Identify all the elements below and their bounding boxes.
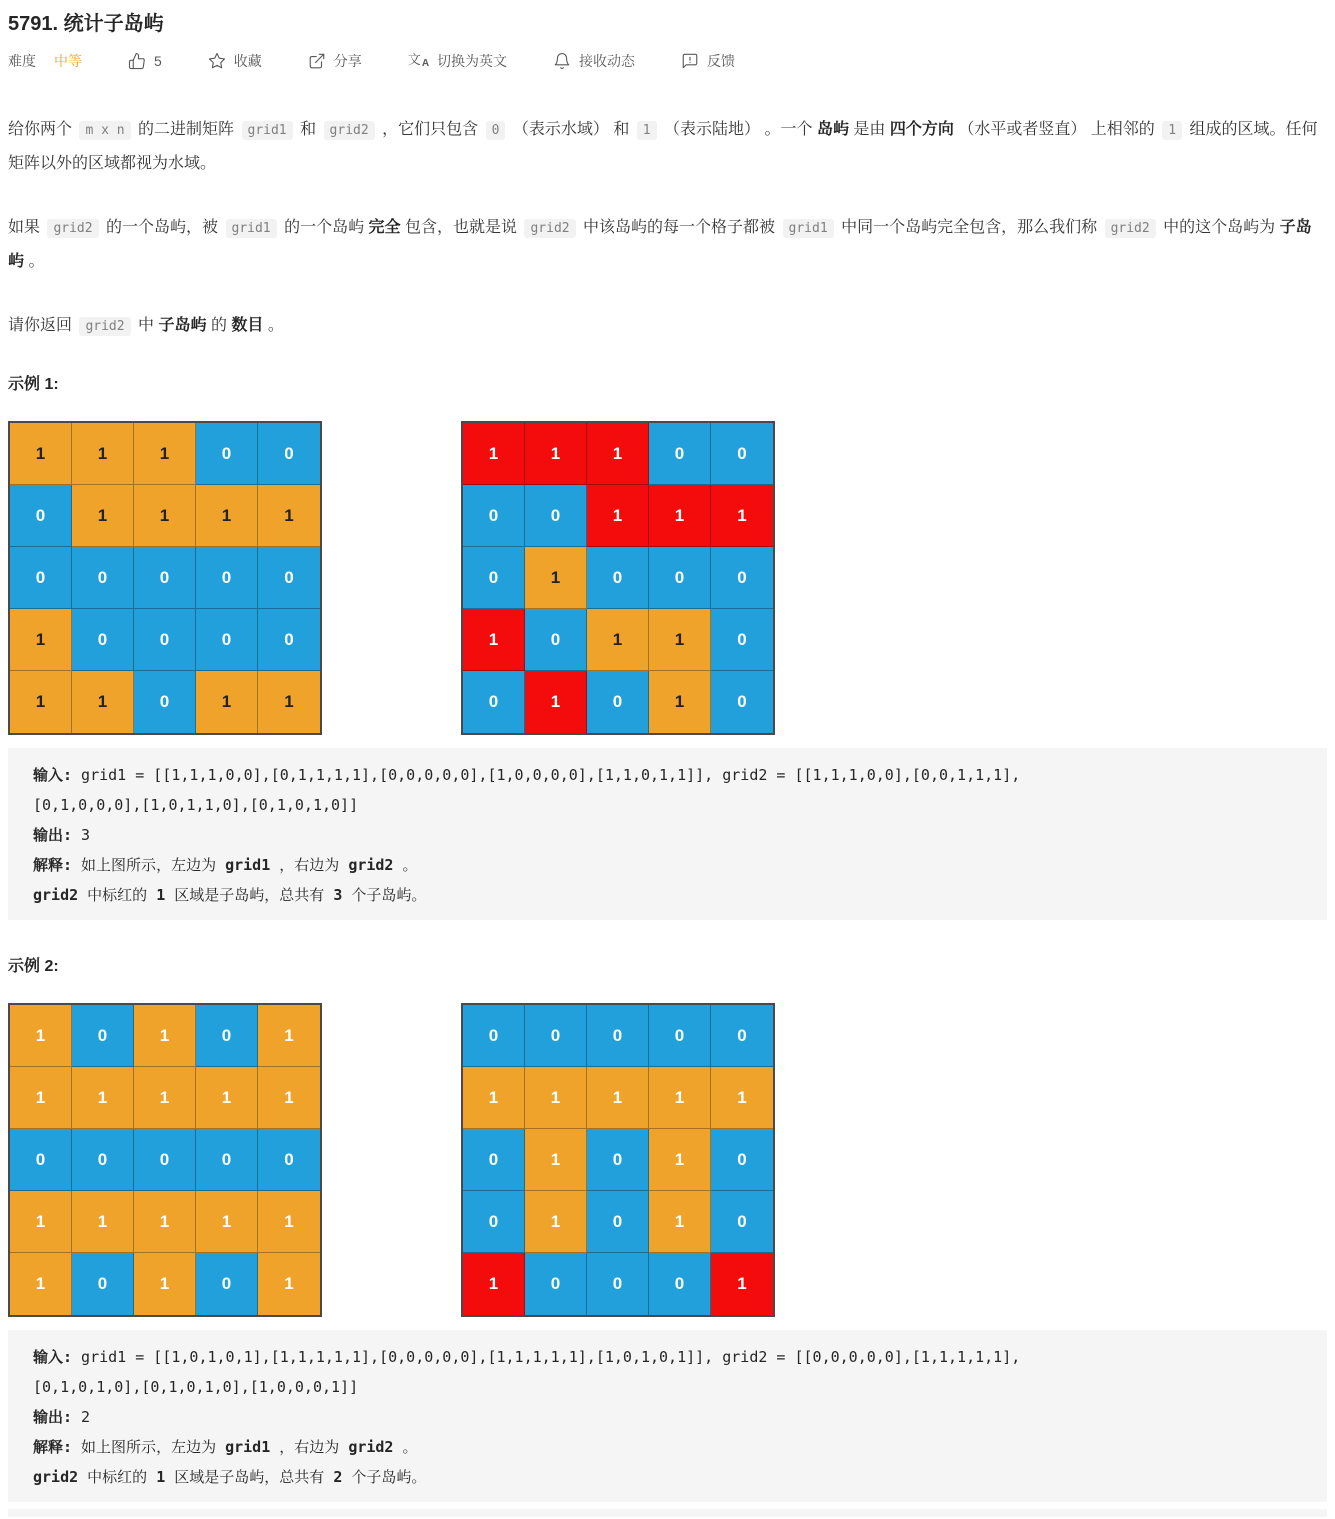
land-cell: 1 (196, 1191, 258, 1253)
land-cell: 1 (72, 671, 134, 733)
water-cell: 0 (258, 609, 320, 671)
difficulty-group (8, 51, 82, 71)
land-cell: 1 (525, 1129, 587, 1191)
land-cell: 1 (649, 1067, 711, 1129)
feedback-button[interactable] (681, 51, 735, 71)
land-cell: 1 (10, 1253, 72, 1315)
pre-line: [0,1,0,1,0],[0,1,0,1,0],[1,0,0,0,1]] (33, 1378, 359, 1396)
bold-text: 四个方向 (889, 121, 954, 138)
water-cell: 0 (525, 485, 587, 547)
water-cell: 0 (72, 1129, 134, 1191)
land-cell: 1 (649, 609, 711, 671)
sub-island-cell: 1 (525, 671, 587, 733)
land-cell: 1 (587, 609, 649, 671)
inline-code: grid2 (1105, 219, 1156, 238)
bold-text: 解释: (33, 1438, 73, 1456)
description-paragraph-2: 如果 grid2 的一个岛屿，被 grid1 的一个岛屿 完全 包含，也就是说 grid2 中该岛屿的每一个格子都被 grid1 中同一个岛屿完全包含，那么我们称 grid2 中的这个岛屿为 子岛屿 。 (8, 219, 1312, 270)
water-cell: 0 (134, 609, 196, 671)
bold-text: grid1 (225, 1438, 271, 1456)
water-cell: 0 (463, 1129, 525, 1191)
toolbar (8, 51, 1327, 71)
sub-island-cell: 1 (463, 609, 525, 671)
water-cell: 0 (463, 485, 525, 547)
water-cell: 0 (711, 1005, 773, 1067)
water-cell: 0 (649, 547, 711, 609)
water-cell: 0 (711, 671, 773, 733)
water-cell: 0 (196, 1129, 258, 1191)
switch-language-label: 切换为英文 (437, 53, 508, 69)
land-cell: 1 (10, 1005, 72, 1067)
bell-icon (553, 52, 571, 70)
translate-icon: 文 A (407, 52, 430, 69)
bold-text: 输入: (33, 1348, 73, 1366)
land-cell: 1 (134, 1191, 196, 1253)
land-cell: 1 (649, 1129, 711, 1191)
bold-text: grid2 (348, 856, 394, 874)
sub-island-cell: 1 (711, 1253, 773, 1315)
star-icon (208, 52, 226, 70)
water-cell: 0 (463, 547, 525, 609)
inline-code: grid1 (783, 219, 834, 238)
bold-text: 输入: (33, 766, 73, 784)
land-cell: 1 (134, 1067, 196, 1129)
land-cell: 1 (10, 671, 72, 733)
difficulty-label: 难度 (8, 53, 36, 69)
land-cell: 1 (587, 1067, 649, 1129)
description-paragraph-3: 请你返回 grid2 中 子岛屿 的 数目 。 (8, 317, 284, 334)
water-cell: 0 (711, 609, 773, 671)
example-1-section (8, 374, 1327, 920)
water-cell: 0 (463, 671, 525, 733)
feedback-label: 反馈 (707, 53, 736, 69)
water-cell: 0 (258, 423, 320, 485)
water-cell: 0 (72, 609, 134, 671)
land-cell: 1 (649, 1191, 711, 1253)
subscribe-button[interactable] (553, 51, 635, 71)
example-1-figures (8, 421, 1327, 735)
next-section-partial (8, 1509, 1327, 1517)
water-cell: 0 (649, 1253, 711, 1315)
bold-text: grid2 (348, 1438, 394, 1456)
water-cell: 0 (525, 609, 587, 671)
water-cell: 0 (258, 1129, 320, 1191)
bold-text: 3 (333, 886, 343, 904)
water-cell: 0 (587, 1253, 649, 1315)
water-cell: 0 (463, 1191, 525, 1253)
land-cell: 1 (10, 1191, 72, 1253)
sub-island-cell: 1 (463, 423, 525, 485)
land-cell: 1 (196, 1067, 258, 1129)
feedback-icon (681, 52, 699, 70)
pre-line: 解释: 如上图所示，左边为 grid1 ，右边为 grid2 。 (33, 1438, 418, 1456)
share-icon (308, 52, 326, 70)
water-cell: 0 (72, 1005, 134, 1067)
land-cell: 1 (463, 1067, 525, 1129)
like-count: 5 (154, 53, 162, 69)
water-cell: 0 (649, 423, 711, 485)
water-cell: 0 (258, 547, 320, 609)
bold-text: 输出: (33, 1408, 73, 1426)
pre-line: 输入: grid1 = [[1,0,1,0,1],[1,1,1,1,1],[0,0,0,0,0],[1,1,1,1,1],[1,0,1,0,1]], grid2 = [[0,0,0,0,0],[1,1,1,1,1], (33, 1348, 1021, 1366)
land-cell: 1 (72, 1067, 134, 1129)
water-cell: 0 (196, 1005, 258, 1067)
water-cell: 0 (711, 547, 773, 609)
sub-island-cell: 1 (463, 1253, 525, 1315)
inline-code: grid2 (47, 219, 98, 238)
bold-text: 解释: (33, 856, 73, 874)
subscribe-label: 接收动态 (579, 53, 636, 69)
example-2-heading: 示例 2: (8, 958, 59, 975)
land-cell: 1 (258, 671, 320, 733)
favorite-button[interactable] (208, 51, 262, 71)
land-cell: 1 (10, 1067, 72, 1129)
water-cell: 0 (196, 609, 258, 671)
water-cell: 0 (196, 547, 258, 609)
water-cell: 0 (711, 1191, 773, 1253)
bold-text: grid1 (225, 856, 271, 874)
land-cell: 1 (72, 423, 134, 485)
water-cell: 0 (711, 1129, 773, 1191)
water-cell: 0 (10, 1129, 72, 1191)
example-1-grid1-figure (8, 421, 322, 735)
water-cell: 0 (134, 547, 196, 609)
favorite-label: 收藏 (233, 53, 262, 69)
water-cell: 0 (196, 1253, 258, 1315)
pre-line: 输出: 2 (33, 1408, 91, 1426)
sub-island-cell: 1 (587, 485, 649, 547)
inline-code: grid2 (524, 219, 575, 238)
water-cell: 0 (711, 423, 773, 485)
example-1-grid2-figure (461, 421, 775, 735)
land-cell: 1 (72, 1191, 134, 1253)
bold-text: grid2 (33, 886, 79, 904)
inline-code: grid2 (79, 317, 130, 336)
description-paragraph-1: 给你两个 m x n 的二进制矩阵 grid1 和 grid2 ，它们只包含 0 （表示水域） 和 1 （表示陆地） 。一个 岛屿 是由 四个方向 （水平或者竖直） 上相邻的 1 组成的区域。任何矩阵以外的区域都视为水域。 (8, 121, 1318, 172)
land-cell: 1 (258, 1005, 320, 1067)
bold-text: 数目 (231, 317, 264, 334)
land-cell: 1 (711, 1067, 773, 1129)
land-cell: 1 (258, 1067, 320, 1129)
problem-description (8, 113, 1327, 343)
inline-code: 1 (637, 121, 657, 140)
water-cell: 0 (134, 1129, 196, 1191)
like-button[interactable] (128, 52, 162, 70)
water-cell: 0 (463, 1005, 525, 1067)
inline-code: m x n (79, 121, 130, 140)
inline-code: grid1 (242, 121, 293, 140)
page-title: 5791. 统计子岛屿 (8, 13, 164, 35)
bold-text: 输出: (33, 826, 73, 844)
pre-line: 输出: 3 (33, 826, 91, 844)
water-cell: 0 (196, 423, 258, 485)
land-cell: 1 (196, 671, 258, 733)
land-cell: 1 (525, 547, 587, 609)
water-cell: 0 (72, 547, 134, 609)
land-cell: 1 (649, 671, 711, 733)
water-cell: 0 (587, 1005, 649, 1067)
bold-text: 子岛屿 (8, 219, 1312, 270)
land-cell: 1 (134, 485, 196, 547)
inline-code: grid2 (324, 121, 375, 140)
water-cell: 0 (525, 1253, 587, 1315)
inline-code: 0 (486, 121, 506, 140)
share-label: 分享 (333, 53, 362, 69)
switch-language-button[interactable] (408, 51, 507, 71)
bold-text: 子岛屿 (158, 317, 207, 334)
example-2-grid1-figure (8, 1003, 322, 1317)
land-cell: 1 (196, 485, 258, 547)
inline-code: grid1 (226, 219, 277, 238)
difficulty-badge: 中等 (54, 53, 82, 69)
sub-island-cell: 1 (525, 423, 587, 485)
example-2-section (8, 956, 1327, 1502)
inline-code: 1 (1162, 121, 1182, 140)
water-cell: 0 (72, 1253, 134, 1315)
land-cell: 1 (258, 485, 320, 547)
bold-text: 完全 (368, 219, 401, 236)
example-2-io-block (8, 1330, 1327, 1502)
sub-island-cell: 1 (711, 485, 773, 547)
land-cell: 1 (10, 423, 72, 485)
land-cell: 1 (134, 423, 196, 485)
water-cell: 0 (525, 1005, 587, 1067)
land-cell: 1 (134, 1005, 196, 1067)
water-cell: 0 (587, 547, 649, 609)
sub-island-cell: 1 (587, 423, 649, 485)
pre-line: grid2 中标红的 1 区域是子岛屿，总共有 3 个子岛屿。 (33, 886, 427, 904)
example-2-figures (8, 1003, 1327, 1317)
bold-text: 1 (156, 1468, 166, 1486)
pre-line: 输入: grid1 = [[1,1,1,0,0],[0,1,1,1,1],[0,0,0,0,0],[1,0,0,0,0],[1,1,0,1,1]], grid2 = [[1,1,1,0,0],[0,0,1,1,1], (33, 766, 1021, 784)
sub-island-cell: 1 (649, 485, 711, 547)
share-button[interactable] (308, 51, 362, 71)
bold-text: 1 (156, 886, 166, 904)
thumbs-up-icon (128, 52, 146, 70)
land-cell: 1 (72, 485, 134, 547)
land-cell: 1 (258, 1253, 320, 1315)
land-cell: 1 (258, 1191, 320, 1253)
water-cell: 0 (134, 671, 196, 733)
water-cell: 0 (587, 1129, 649, 1191)
example-1-heading: 示例 1: (8, 376, 59, 393)
bold-text: grid2 (33, 1468, 79, 1486)
pre-line: grid2 中标红的 1 区域是子岛屿，总共有 2 个子岛屿。 (33, 1468, 427, 1486)
example-1-io-block (8, 748, 1327, 920)
pre-line: 解释: 如上图所示，左边为 grid1 ，右边为 grid2 。 (33, 856, 418, 874)
bold-text: 岛屿 (816, 121, 849, 138)
water-cell: 0 (649, 1005, 711, 1067)
water-cell: 0 (10, 547, 72, 609)
land-cell: 1 (134, 1253, 196, 1315)
land-cell: 1 (525, 1191, 587, 1253)
water-cell: 0 (587, 671, 649, 733)
land-cell: 1 (10, 609, 72, 671)
example-2-grid2-figure (461, 1003, 775, 1317)
bold-text: 2 (333, 1468, 343, 1486)
land-cell: 1 (525, 1067, 587, 1129)
water-cell: 0 (587, 1191, 649, 1253)
pre-line: [0,1,0,0,0],[1,0,1,1,0],[0,1,0,1,0]] (33, 796, 359, 814)
water-cell: 0 (10, 485, 72, 547)
